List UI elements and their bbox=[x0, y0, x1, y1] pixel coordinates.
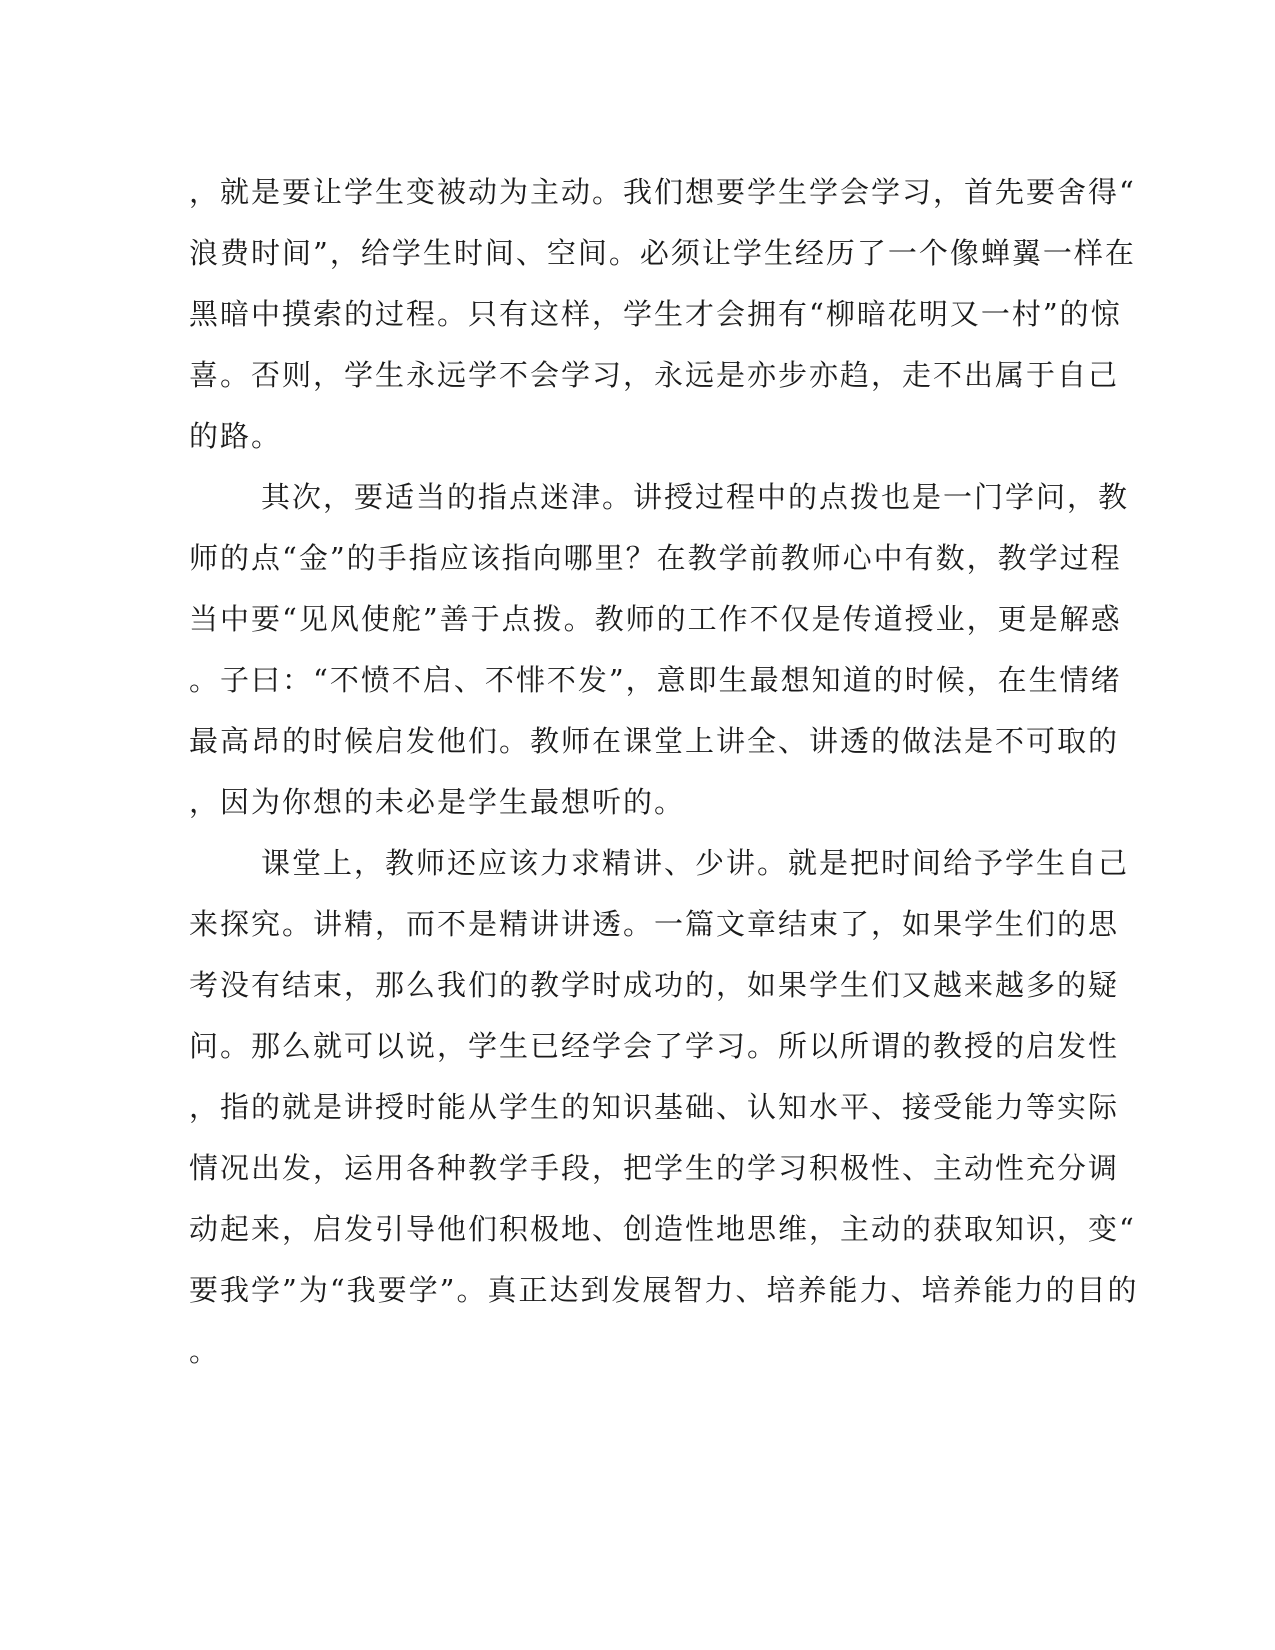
paragraph-2-line-3: 当中要“见风使舵”善于点拨。教师的工作不仅是传道授业，更是解惑 bbox=[189, 602, 1122, 636]
paragraph-2-line-4: 。子曰：“不愤不启、不悱不发”，意即生最想知道的时候，在生情绪 bbox=[189, 663, 1122, 697]
paragraph-3-line-9: 。 bbox=[189, 1334, 221, 1368]
paragraph-3-line-8: 要我学”为“我要学”。真正达到发展智力、培养能力、培养能力的目的 bbox=[189, 1273, 1139, 1307]
document-body bbox=[189, 162, 1139, 1382]
paragraph-3-line-4: 问。那么就可以说，学生已经学会了学习。所以所谓的教授的启发性 bbox=[189, 1029, 1120, 1063]
paragraph-3-line-1: 课堂上，教师还应该力求精讲、少讲。就是把时间给予学生自己 bbox=[261, 846, 1130, 880]
paragraph-1-line-1: ，就是要让学生变被动为主动。我们想要学生学会学习，首先要舍得“ bbox=[189, 175, 1136, 209]
paragraph-1-line-5: 的路。 bbox=[189, 419, 283, 453]
paragraph-1-line-2: 浪费时间”，给学生时间、空间。必须让学生经历了一个像蝉翼一样在 bbox=[189, 236, 1136, 270]
paragraph-1-line-4: 喜。否则，学生永远学不会学习，永远是亦步亦趋，走不出属于自己 bbox=[189, 358, 1120, 392]
paragraph-2-line-1: 其次，要适当的指点迷津。讲授过程中的点拨也是一门学问，教 bbox=[261, 480, 1130, 514]
paragraph-2-line-6: ，因为你想的未必是学生最想听的。 bbox=[189, 785, 686, 819]
paragraph-3-line-7: 动起来，启发引导他们积极地、创造性地思维，主动的获取知识，变“ bbox=[189, 1212, 1136, 1246]
paragraph-2-line-2: 师的点“金”的手指应该指向哪里？在教学前教师心中有数，教学过程 bbox=[189, 541, 1122, 575]
paragraph-3-line-5: ，指的就是讲授时能从学生的知识基础、认知水平、接受能力等实际 bbox=[189, 1090, 1120, 1124]
paragraph-2-line-5: 最高昂的时候启发他们。教师在课堂上讲全、讲透的做法是不可取的 bbox=[189, 724, 1120, 758]
paragraph-3-line-3: 考没有结束，那么我们的教学时成功的，如果学生们又越来越多的疑 bbox=[189, 968, 1120, 1002]
paragraph-1-line-3: 黑暗中摸索的过程。只有这样，学生才会拥有“柳暗花明又一村”的惊 bbox=[189, 297, 1122, 331]
paragraph-3-line-2: 来探究。讲精，而不是精讲讲透。一篇文章结束了，如果学生们的思 bbox=[189, 907, 1120, 941]
paragraph-3-line-6: 情况出发，运用各种教学手段，把学生的学习积极性、主动性充分调 bbox=[189, 1151, 1120, 1185]
